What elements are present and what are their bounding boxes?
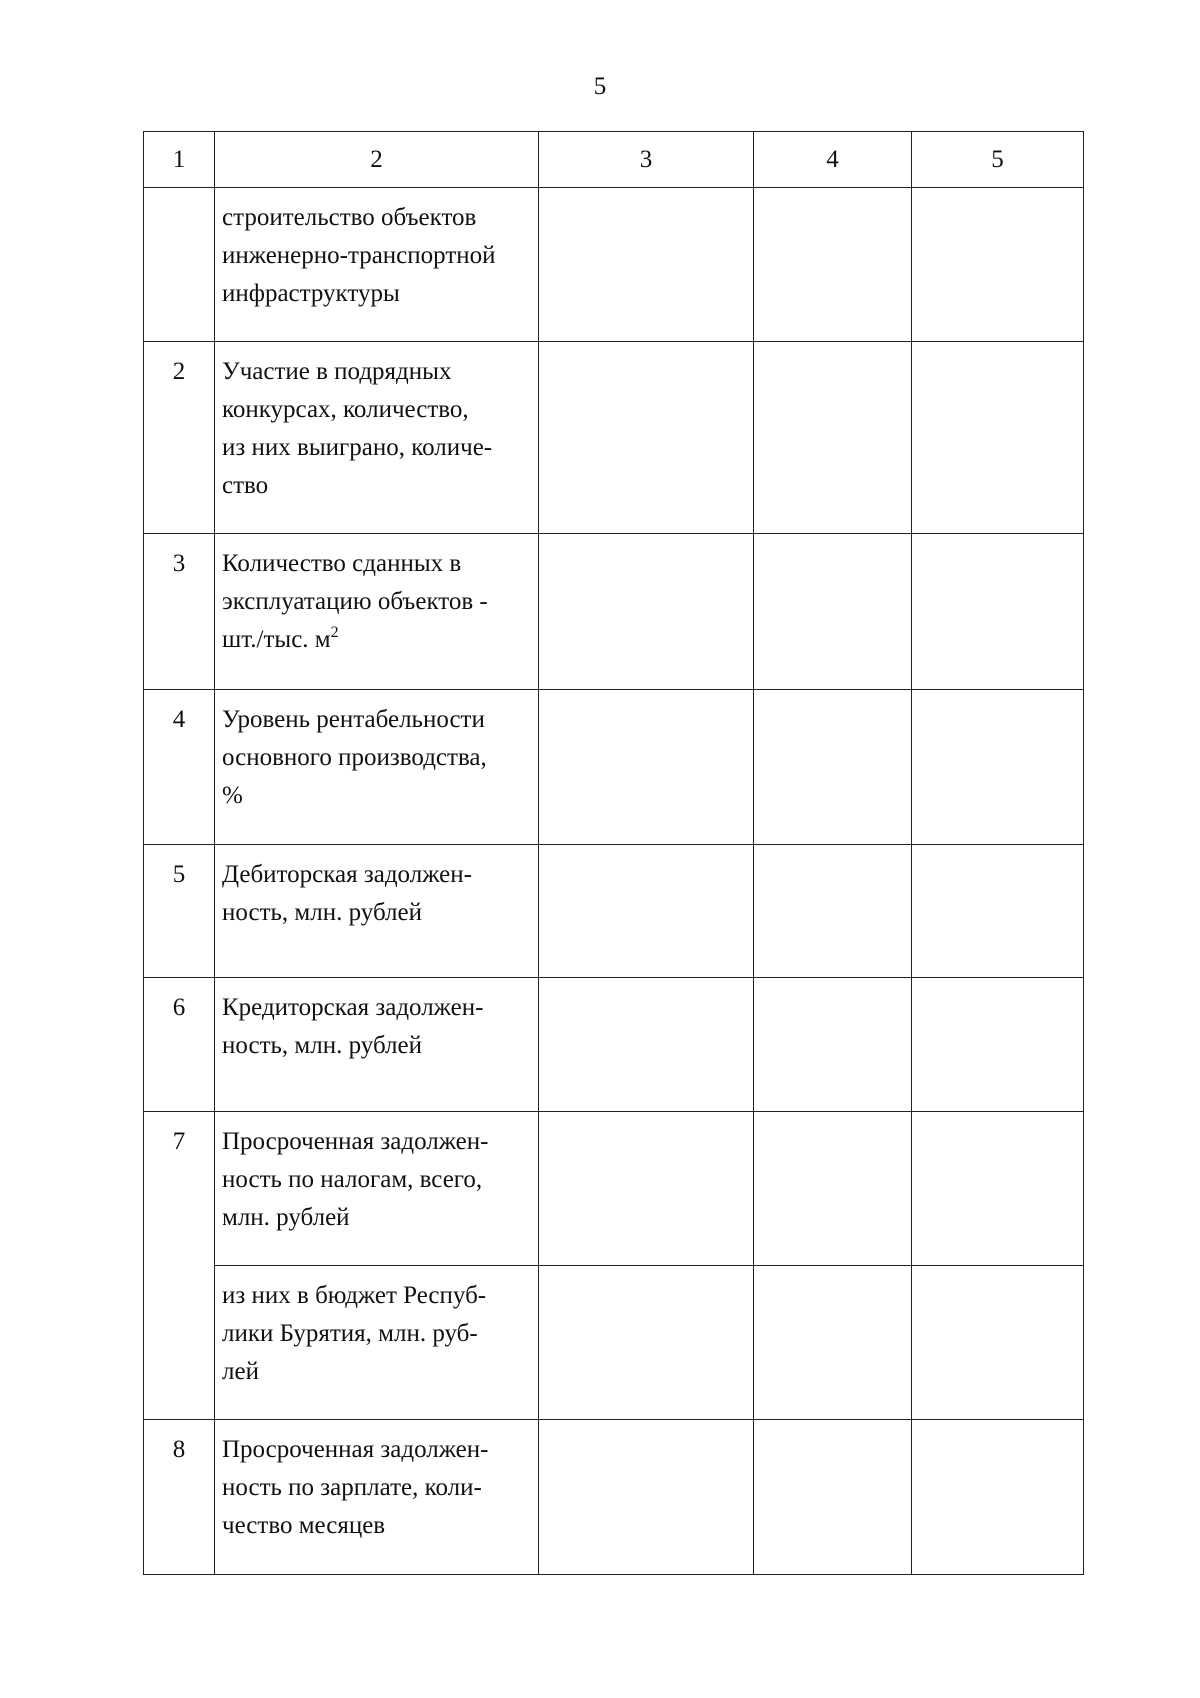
empty-cell <box>539 978 754 1112</box>
row-label: Просроченная задолжен- ность по зарплате, коли- чество месяцев <box>215 1420 539 1575</box>
empty-cell <box>754 690 912 845</box>
row-number <box>144 188 215 342</box>
row-label: Участие в подрядных конкурсах, количество, из них выиграно, количе- ство <box>215 342 539 534</box>
empty-cell <box>754 1420 912 1575</box>
row-number: 7 <box>144 1112 215 1420</box>
row-number: 3 <box>144 534 215 690</box>
row-number: 8 <box>144 1420 215 1575</box>
row-label: Просроченная задолжен- ность по налогам, всего, млн. рублей <box>215 1112 539 1266</box>
table-row <box>144 1112 1084 1266</box>
table-row <box>144 978 1084 1112</box>
empty-cell <box>539 342 754 534</box>
empty-cell <box>539 845 754 978</box>
empty-cell <box>912 342 1084 534</box>
empty-cell <box>912 690 1084 845</box>
empty-cell <box>754 978 912 1112</box>
table-header-row <box>144 132 1084 188</box>
row-label: Уровень рентабельности основного производства, % <box>215 690 539 845</box>
table-row <box>144 690 1084 845</box>
column-header: 2 <box>215 132 539 188</box>
empty-cell <box>539 188 754 342</box>
row-label: из них в бюджет Респуб- лики Бурятия, млн. руб- лей <box>215 1266 539 1420</box>
column-header: 4 <box>754 132 912 188</box>
table-row <box>144 188 1084 342</box>
empty-cell <box>912 534 1084 690</box>
column-header: 3 <box>539 132 754 188</box>
row-label: Дебиторская задолжен- ность, млн. рублей <box>215 845 539 978</box>
row-label <box>215 534 539 690</box>
page-number: 5 <box>593 73 607 100</box>
superscript: 2 <box>330 624 339 641</box>
indicators-table <box>143 131 1084 1575</box>
table-row <box>144 534 1084 690</box>
row-number: 6 <box>144 978 215 1112</box>
empty-cell <box>912 1266 1084 1420</box>
empty-cell <box>754 1112 912 1266</box>
empty-cell <box>912 188 1084 342</box>
empty-cell <box>754 342 912 534</box>
empty-cell <box>912 978 1084 1112</box>
empty-cell <box>539 1266 754 1420</box>
row-number: 4 <box>144 690 215 845</box>
table-row <box>144 342 1084 534</box>
empty-cell <box>539 1420 754 1575</box>
empty-cell <box>754 845 912 978</box>
column-header: 5 <box>912 132 1084 188</box>
row-label: строительство объектов инженерно-транспортной инфраструктуры <box>215 188 539 342</box>
column-header: 1 <box>144 132 215 188</box>
table-row <box>144 1266 1084 1420</box>
row-label-text: Количество сданных в эксплуатацию объектов - шт./тыс. м <box>222 550 488 653</box>
empty-cell <box>912 845 1084 978</box>
empty-cell <box>539 690 754 845</box>
empty-cell <box>754 534 912 690</box>
row-number: 5 <box>144 845 215 978</box>
empty-cell <box>539 1112 754 1266</box>
empty-cell <box>912 1112 1084 1266</box>
empty-cell <box>912 1420 1084 1575</box>
table-row <box>144 845 1084 978</box>
row-label: Кредиторская задолжен- ность, млн. рублей <box>215 978 539 1112</box>
empty-cell <box>754 188 912 342</box>
empty-cell <box>754 1266 912 1420</box>
empty-cell <box>539 534 754 690</box>
row-number: 2 <box>144 342 215 534</box>
table-row <box>144 1420 1084 1575</box>
